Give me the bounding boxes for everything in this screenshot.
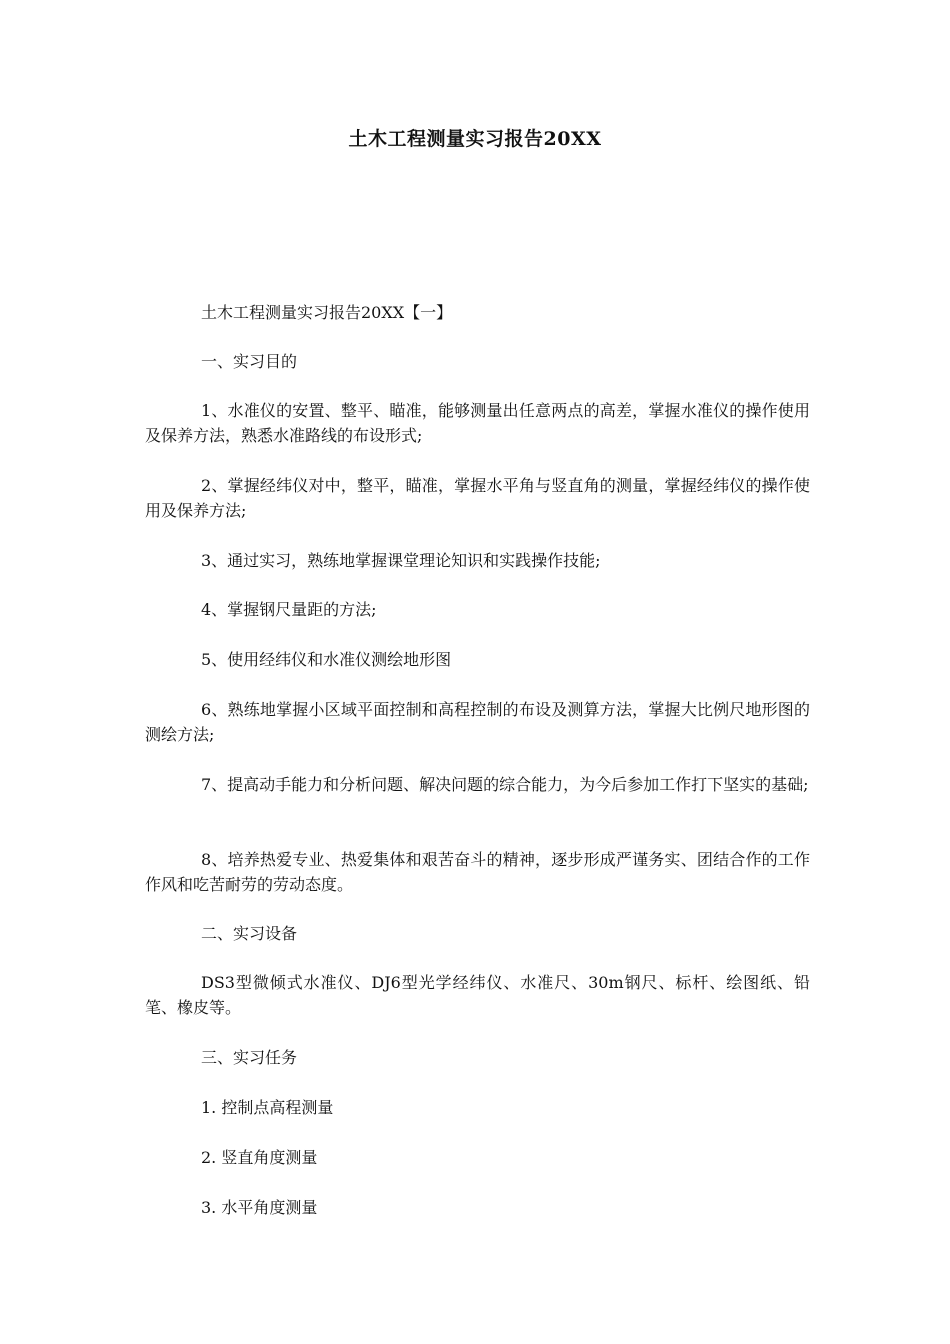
section-heading-part-one: 土木工程测量实习报告20XX【一】 [201, 303, 453, 322]
task-item-3: 3. 水平角度测量 [201, 1198, 318, 1217]
purpose-item-7: 7、提高动手能力和分析问题、解决问题的综合能力，为今后参加工作打下坚实的基础; [201, 775, 809, 794]
heading-equipment: 二、实习设备 [201, 924, 298, 943]
purpose-item-3: 3、通过实习，熟练地掌握课堂理论知识和实践操作技能; [201, 551, 601, 570]
equipment-list: DS3型微倾式水准仪、DJ6型光学经纬仪、水准尺、30m钢尺、标杆、绘图纸、铅笔、橡皮等。 [145, 973, 810, 1017]
task-item-1: 1. 控制点高程测量 [201, 1098, 334, 1117]
purpose-item-4: 4、掌握钢尺量距的方法; [201, 600, 377, 619]
purpose-item-6: 6、熟练地掌握小区域平面控制和高程控制的布设及测算方法，掌握大比例尺地形图的测绘方法; [145, 700, 810, 744]
task-item-2: 2. 竖直角度测量 [201, 1148, 318, 1167]
purpose-item-5: 5、使用经纬仪和水准仪测绘地形图 [201, 650, 452, 669]
heading-purpose: 一、实习目的 [201, 352, 298, 371]
purpose-item-1: 1、水准仪的安置、整平、瞄准，能够测量出任意两点的高差，掌握水准仪的操作使用及保养方法，熟悉水准路线的布设形式; [145, 401, 810, 445]
document-title: 土木工程测量实习报告20XX [348, 128, 602, 150]
heading-tasks: 三、实习任务 [201, 1048, 298, 1067]
purpose-item-8: 8、培养热爱专业、热爱集体和艰苦奋斗的精神，逐步形成严谨务实、团结合作的工作作风和吃苦耐劳的劳动态度。 [145, 850, 810, 894]
purpose-item-2: 2、掌握经纬仪对中，整平，瞄准，掌握水平角与竖直角的测量，掌握经纬仪的操作使用及保养方法; [145, 476, 810, 520]
